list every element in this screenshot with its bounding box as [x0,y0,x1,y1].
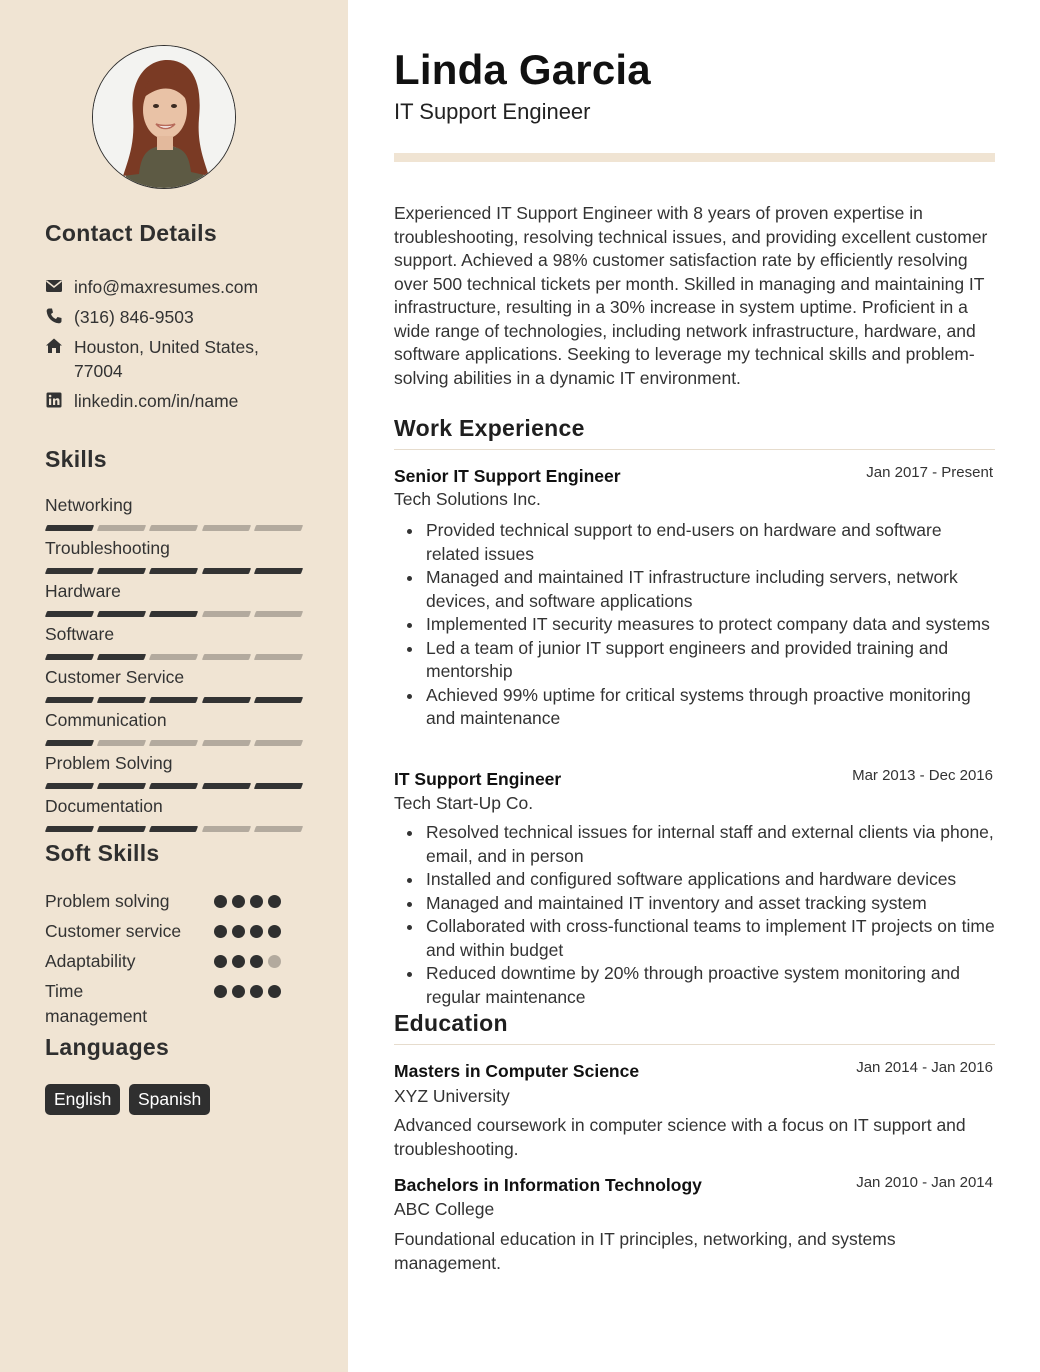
avatar [93,46,236,189]
skill-level-segment [149,783,198,789]
rating-dot [214,895,227,908]
rating-dot [268,985,281,998]
education-description: Advanced coursework in computer science with a focus on IT support and troubleshooting. [394,1115,966,1159]
contact-address [45,335,305,383]
rating-dot [250,895,263,908]
rating-dot [232,955,245,968]
skill-level-segment [254,525,303,531]
language-chip: Spanish [129,1084,210,1115]
skill-label: Troubleshooting [45,538,170,558]
skill-level-segment [202,654,251,660]
skill-level-segment [202,697,251,703]
skill-level-segment [97,568,146,574]
skill-label: Problem Solving [45,753,173,773]
candidate-title: IT Support Engineer [394,99,591,124]
skill-level-segment [97,783,146,789]
list-item: Installed and configured software applications and hardware devices [394,868,996,892]
skill-level-segment [97,611,146,617]
skill-level-segment [97,740,146,746]
skill-level-bar [46,525,302,531]
list-item: Collaborated with cross-functional teams to implement IT projects on time and within budget [394,915,996,962]
skill-level-bar [46,611,302,617]
skill-label: Networking [45,495,133,515]
skill-label: Software [45,624,115,644]
skill-level-bar [46,783,302,789]
skill-level-segment [254,568,303,574]
main-content [348,0,1040,1372]
skill-level-bar [46,697,302,703]
rating-dot [232,925,245,938]
skill-level-segment [45,654,94,660]
list-item: Achieved 99% uptime for critical systems through proactive monitoring and maintenance [394,684,996,731]
skill-level-segment [202,568,251,574]
skill-level-segment [149,611,198,617]
skill-level-segment [254,697,303,703]
skill-level-bar [46,740,302,746]
skill-label: Hardware [45,581,121,601]
skill-level-segment [149,740,198,746]
list-item: Led a team of junior IT support engineers and provided training and mentorship [394,637,996,684]
envelope-icon [45,277,63,295]
skill-level-segment [149,697,198,703]
skill-label: Customer Service [45,667,185,687]
soft-skill-label: Time management [45,981,148,1026]
address-line1: Houston, United States, [74,337,259,357]
rating-dot [250,925,263,938]
rating-dot [232,895,245,908]
sidebar [0,0,348,1372]
contact-linkedin[interactable] [45,389,305,413]
soft-skill-rating [214,895,281,909]
degree-title: Bachelors in Information Technology [394,1175,702,1195]
rating-dot [214,925,227,938]
skill-level-segment [202,525,251,531]
contact-phone[interactable] [45,305,305,329]
phone-text: (316) 846-9503 [74,307,194,327]
rating-dot [268,895,281,908]
education-dates: Jan 2014 - Jan 2016 [856,1059,993,1076]
soft-skills-heading: Soft Skills [45,840,160,866]
linkedin-text: linkedin.com/in/name [74,391,239,411]
skill-level-segment [254,611,303,617]
skill-level-segment [202,826,251,832]
job-title: Senior IT Support Engineer [394,466,621,486]
skill-level-segment [149,525,198,531]
address-text [74,335,259,383]
skill-level-segment [254,783,303,789]
education-description: Foundational education in IT principles, networking, and systems management. [394,1229,896,1273]
school-name: ABC College [394,1199,495,1219]
profile-photo [92,45,236,189]
skill-level-segment [45,611,94,617]
rating-dot [214,955,227,968]
list-item: Managed and maintained IT inventory and asset tracking system [394,892,996,916]
soft-skill-label: Customer service [45,921,182,941]
list-item: Implemented IT security measures to protect company data and systems [394,613,996,637]
skill-level-segment [202,740,251,746]
skill-level-segment [149,826,198,832]
list-item: Managed and maintained IT infrastructure including servers, network devices, and software applications [394,566,996,613]
skill-level-segment [45,525,94,531]
contact-heading: Contact Details [45,220,217,246]
skill-level-segment [97,826,146,832]
skill-level-segment [202,783,251,789]
skill-level-bar [46,568,302,574]
header-divider [394,153,995,162]
soft-skill-rating [214,985,281,999]
skill-level-segment [97,525,146,531]
work-heading: Work Experience [394,415,585,441]
linkedin-icon [45,391,63,409]
rating-dot [250,955,263,968]
skills-heading: Skills [45,446,107,472]
skill-level-bar [46,654,302,660]
section-divider [394,1044,995,1045]
job-title: IT Support Engineer [394,769,562,789]
school-name: XYZ University [394,1086,510,1106]
job-company: Tech Solutions Inc. [394,489,541,509]
list-item: Reduced downtime by 20% through proactive system monitoring and regular maintenance [394,962,996,1009]
rating-dot [214,985,227,998]
home-icon [45,337,63,355]
address-line2: 77004 [74,361,123,381]
section-divider [394,449,995,450]
skill-level-segment [202,611,251,617]
rating-dot [250,985,263,998]
job-bullets [394,821,996,1009]
education-heading: Education [394,1010,508,1036]
language-chip: English [45,1084,120,1115]
summary-text: Experienced IT Support Engineer with 8 years of proven expertise in troubleshooting, resolving technical issues, and providing excellent customer support. Achieved a 98% customer satisfaction rate by efficiently resolving over 500 technical tickets per month. Skilled in managing and maintaining IT infrastructure, resulting in a 30% increase in system uptime. Proficient in a wide range of technologies, including network infrastructure, hardware, and software applications. Seeking to leverage my technical skills and problem-solving abilities in a dynamic IT environment. [394,203,988,388]
skill-level-segment [149,568,198,574]
contact-email[interactable] [45,275,305,299]
job-company: Tech Start-Up Co. [394,793,534,813]
job-dates: Jan 2017 - Present [866,464,993,481]
soft-skill-label: Problem solving [45,891,170,911]
skill-level-segment [45,740,94,746]
skill-level-segment [45,783,94,789]
soft-skill-rating [214,955,281,969]
skill-level-segment [97,654,146,660]
list-item: Provided technical support to end-users on hardware and software related issues [394,519,996,566]
skill-level-segment [45,697,94,703]
skill-level-segment [254,826,303,832]
soft-skill-label: Adaptability [45,951,136,971]
skill-level-segment [97,697,146,703]
job-dates: Mar 2013 - Dec 2016 [852,767,993,784]
rating-dot [268,925,281,938]
skill-level-bar [46,826,302,832]
skill-level-segment [45,826,94,832]
skill-label: Documentation [45,796,163,816]
skill-level-segment [149,654,198,660]
email-text: info@maxresumes.com [74,277,259,297]
rating-dot [268,955,281,968]
job-bullets [394,519,996,731]
phone-icon [45,307,63,325]
candidate-name: Linda Garcia [394,46,651,93]
skill-level-segment [254,740,303,746]
education-dates: Jan 2010 - Jan 2014 [856,1174,993,1191]
skill-level-segment [254,654,303,660]
degree-title: Masters in Computer Science [394,1061,640,1081]
rating-dot [232,985,245,998]
languages-heading: Languages [45,1034,170,1060]
skill-label: Communication [45,710,167,730]
soft-skill-rating [214,925,281,939]
skill-level-segment [45,568,94,574]
list-item: Resolved technical issues for internal staff and external clients via phone, email, and in person [394,821,996,868]
